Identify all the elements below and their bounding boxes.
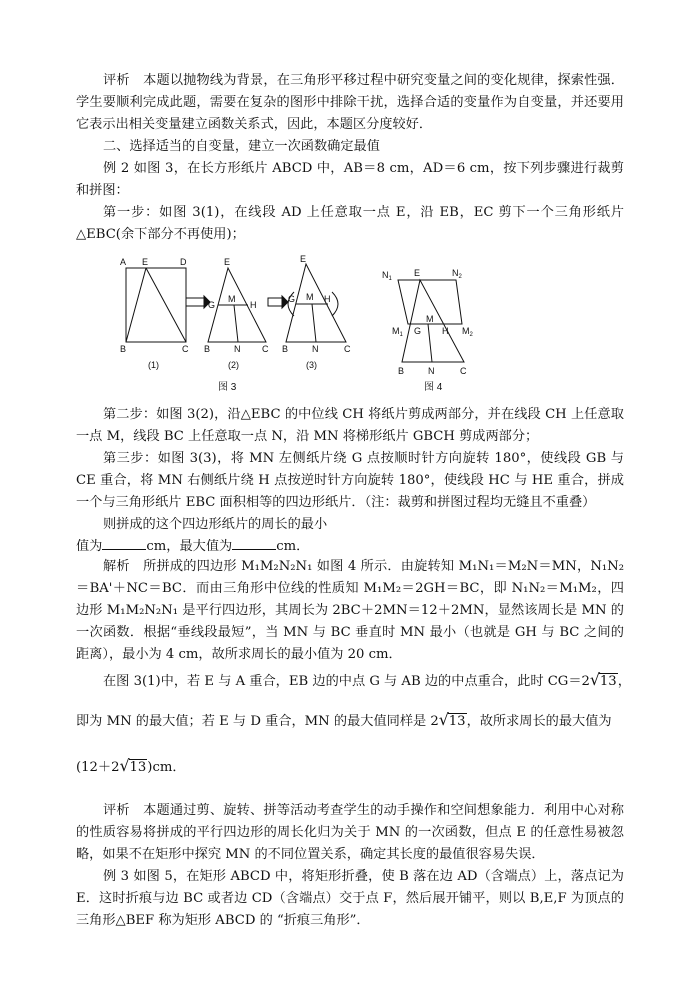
label-c: C	[344, 344, 351, 354]
label-n1: $N_1$	[382, 270, 392, 282]
max-analysis-text-2: 即为 MN 的最大值；若 E 与 D 重合，MN 的最大值同样是 2	[76, 714, 439, 729]
label-h: H	[324, 294, 331, 304]
arrow-2	[268, 298, 282, 306]
step-2-paragraph: 第二步：如图 3(2)，沿△EBC 的中位线 CH 将纸片剪成两部分，并在线段 CH 上任意取一点 M，线段 BC 上任意取一点 N，沿 MN 将梯形纸片 GBCH 剪成两部分；	[76, 407, 624, 444]
caption-1: (1)	[148, 360, 159, 370]
label-a: A	[120, 257, 127, 267]
label-n: N	[312, 344, 319, 354]
answer-blank-max[interactable]	[232, 537, 276, 550]
commentary-paragraph-1: 评析 本题以抛物线为背景，在三角形平移过程中研究变量之间的变化规律，探索性强．学生要顺利完成此题，需要在复杂的图形中排除干扰，选择合适的变量作为自变量，并还要用它表示出相关变量建立函数关系式，因此，本题区分度较好．	[76, 73, 624, 132]
label-n: N	[428, 366, 435, 376]
label-m1: $M_1$	[392, 326, 403, 338]
caption-3: (3)	[306, 360, 317, 370]
label-c: C	[182, 344, 189, 354]
fig3-label: 图 3	[218, 382, 237, 393]
fig3-1-rectangle	[126, 268, 186, 342]
label-c: C	[460, 366, 467, 376]
solution-paragraph: 解析 所拼成的四边形 M₁M₂N₂N₁ 如图 4 所示．由旋转知 M₁N₁＝M₂N＝MN，N₁N₂＝BA'＋NC＝BC．而由三角形中位线的性质知 M₁M₂＝2GH＝BC，即 N₁N₂＝M₁M₂，四边形 M₁M₂N₂N₁ 是平行四边形，其周长为 2BC＋2MN＝12＋2MN，显然该周长是 MN 的一次函数．根据“垂线段最短”，当 MN 与 BC 垂直时 MN 最小（也就是 GH 与 BC 之间的距离），最小为 4 cm，故所求周长的最小值为 20 cm．	[76, 559, 624, 662]
label-c: C	[262, 344, 269, 354]
sqrt-13: √ 13	[589, 670, 617, 689]
label-n: N	[234, 344, 241, 354]
label-b: B	[204, 344, 211, 354]
step-3-paragraph: 第三步：如图 3(3)，将 MN 左侧纸片绕 G 点按顺时针方向旋转 180°，使线段 GB 与 CE 重合，将 MN 右侧纸片绕 H 点按逆时针方向旋转 180°，使线段 HC 与 HE 重合，拼成一个与三角形纸片 EBC 面积相等的四边形纸片．（注：裁剪和拼图过程均无缝且不重叠）	[76, 451, 624, 510]
question-line-1: 则拼成的这个四边形纸片的周长的最小	[103, 517, 328, 532]
question-text-a: 值为	[76, 539, 103, 554]
max-answer-text-b: )cm．	[147, 760, 186, 775]
label-e: E	[142, 257, 149, 267]
label-n2: $N_2$	[452, 268, 462, 280]
max-analysis-text-3: ，故所求周长的最大值为	[466, 714, 612, 729]
label-m: M	[306, 292, 314, 302]
comma: ，	[617, 674, 631, 689]
label-h: H	[442, 326, 449, 336]
max-analysis-text-1: 在图 3(1)中，若 E 与 A 重合，EB 边的中点 G 与 AB 边的中点重合，此时 CG＝2	[103, 674, 590, 689]
question-text-b: cm，最大值为	[146, 539, 233, 554]
fig4-cut-mn	[428, 324, 432, 362]
label-g: G	[208, 300, 216, 310]
label-m: M	[426, 314, 434, 324]
arrow-1	[186, 298, 204, 306]
fig4-label: 图 4	[424, 382, 443, 393]
question-line-2	[76, 536, 309, 558]
fig3-3-rotate-arrow-right	[332, 292, 338, 316]
step-1-paragraph: 第一步：如图 3(1)，在线段 AD 上任意取一点 E，沿 EB，EC 剪下一个三角形纸片△EBC(余下部分不再使用)；	[76, 205, 624, 242]
label-m: M	[228, 294, 236, 304]
caption-2: (2)	[228, 360, 239, 370]
fig3-3-cut-mn	[312, 304, 316, 342]
label-e: E	[414, 268, 421, 278]
label-e: E	[300, 254, 307, 264]
example-3-statement: 例 3 如图 5，在矩形 ABCD 中，将矩形折叠，使 B 落在边 AD（含端点）上，落点记为 E．这时折痕与边 BC 或者边 CD（含端点）交于点 F，然后展开铺平，则以 B,E,F 为顶点的三角形△BEF 称为矩形 ABCD 的 “折痕三角形”．	[76, 869, 624, 928]
sqrt-13: √ 13	[119, 756, 147, 775]
label-d: D	[180, 257, 187, 267]
fig3-1-edge-eb	[126, 268, 146, 342]
example-2-statement: 例 2 如图 3，在长方形纸片 ABCD 中，AB＝8 cm，AD＝6 cm，按下列步骤进行裁剪和拼图：	[76, 161, 624, 198]
max-answer-line	[76, 756, 186, 775]
label-g: G	[288, 294, 296, 304]
figure-3-and-4	[110, 254, 510, 400]
question-text-c: cm．	[276, 539, 310, 554]
label-b: B	[120, 344, 127, 354]
sqrt-13: √ 13	[438, 710, 466, 729]
label-g: G	[414, 326, 422, 336]
label-b: B	[398, 366, 405, 376]
label-m2: $M_2$	[462, 326, 473, 338]
label-e: E	[224, 257, 231, 267]
max-analysis-line-2	[76, 710, 612, 729]
fig3-1-edge-ec	[146, 268, 186, 342]
max-analysis-line-1	[103, 670, 631, 689]
label-h: H	[250, 300, 257, 310]
fig3-2-cut-mn	[234, 305, 238, 342]
label-b: B	[282, 344, 289, 354]
commentary-paragraph-2: 评析 本题通过剪、旋转、拼等活动考查学生的动手操作和空间想象能力．利用中心对称的性质容易将拼成的平行四边形的周长化归为关于 MN 的一次函数，但点 E 的任意性易被忽略，如果不在矩形中探究 MN 的不同位置关系，确定其长度的最值很容易失误．	[76, 803, 624, 862]
max-answer-text-a: (12＋2	[76, 760, 120, 775]
section-heading: 二、选择适当的自变量，建立一次函数确定最值	[103, 139, 380, 154]
answer-blank-min[interactable]	[102, 537, 146, 550]
